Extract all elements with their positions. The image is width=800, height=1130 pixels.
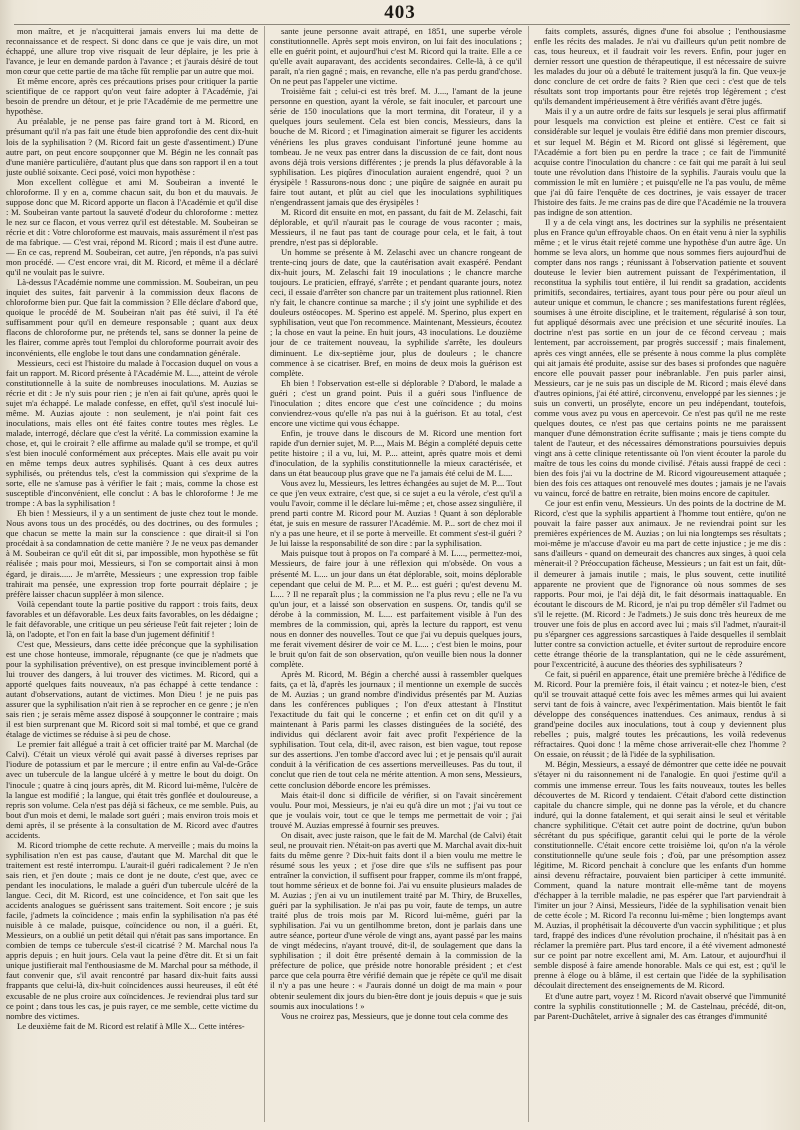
paragraph: sante jeune personne avait attrapé, en 1851, une superbe vérole constitutionnelle. Après sept mois environ, on lui fait des inoculations ; elle en guérit point, et aujourd'hui c'est M. Ricord qui la traite. Elle a ce qu'elle avait auparavant, des accidents secondaires. Celle-là, à ce qu'il paraît, n'a rien gagné ; mais, en revanche, elle n'a pas perdu grand'chose. On ne peut pas l'appeler une victime.: [270, 26, 522, 87]
paragraph: mon maître, et je n'acquitterai jamais envers lui ma dette de reconnaissance et de respect. Si donc dans ce que je vais dire, un mot échappé, une allure trop vive risquait de leur déplaire, je les prie à l'avance, je leur en demande pardon à l'avance ; et j'aurais désiré de tout mon cœur que cette partie de ma tâche fût remplie par un autre que moi.: [6, 26, 258, 77]
paragraph: Eh bien ! l'observation est-elle si déplorable ? D'abord, le malade a guéri ; c'est un grand point. Puis il a guéri sous l'influence de l'inoculation ; dites encore que c'est une coïncidence ; du moins conviendrez-vous qu'elle n'a pas nui à la guérison. Et au total, c'est encore une victime qui vous échappe.: [270, 377, 522, 428]
paragraph: Ce fait, si puéril en apparence, était une première brèche à l'édifice de M. Ricord. Pour la première fois, il était vaincu ; et notez-le bien, c'est qu'il se trouvait attaqué cette fois avec les mêmes armes qui lui avaient servi tant de fois à vaincre, avec l'expérimentation. Mais bientôt le fait développe des conséquences inattendues. Ces animaux, rendus à si grand'peine dociles aux inoculations, tout à coup y deviennent plus rebelles ; puis, malgré toutes les précautions, les voilà redevenus réfractaires. Quoi donc ! la même chose arriverait-elle chez l'homme ? On essaie, on réussit ; de là l'idée de la syphilisation.: [534, 669, 786, 760]
column-divider: [264, 26, 265, 1122]
column-middle: [270, 26, 522, 1124]
paragraph: Troisième fait ; celui-ci est très bref. M. J...., l'amant de la jeune personne en question, ayant la vérole, se fait inoculer, et parcourt une série de 150 inoculations que la mort termina, dit l'orateur, il y a quelques jours seulement. Cela est bien concis, Messieurs, dans la bouche de M. Ricord ; et l'imagination aimerait se figurer les accidents vénériens les plus graves conduisant l'infortuné jeune homme au tombeau. Je ne veux pas entrer dans la discussion de ce fait, dont nous avons déjà trois versions différentes ; je prends la plus défavorable à la syphilisation. Les piqûres d'inoculation auraient engendré, quoi ? un érysipèle ! Rassurons-nous donc ; une piqûre de saignée en aurait pu faire tout autant, et plût au ciel que les inoculations syphilitiques n'engendrassent jamais que des érysipèles !: [270, 86, 522, 207]
paragraph: Mais était-il donc si difficile de vérifier, si on l'avait sincèrement voulu. Pour moi, Messieurs, je n'ai eu qu'à dire un mot ; j'ai vu tout ce que je voulais voir, tout ce que le temps me permettait de voir ; j'ai trouvé M. Auzias empressé à fournir ses preuves.: [270, 789, 522, 830]
paragraph: Le premier fait allégué a trait à cet officier traité par M. Marchal (de Calvi). C'était un vieux vérolé qui avait passé à diverses reprises par l'iodure de potassium et par le mercure ; il entre enfin au Val-de-Grâce avec un tubercule de la langue ulcéré à y mettre le bout du doigt. On l'inocule ; quatre à cinq jours après, dit M. Ricord lui-même, l'ulcère de la langue est modifié ; la langue, qui était très gonflée et douloureuse, a repris son volume. Cela n'est pas déjà si fâcheux, ce me semble. Puis, au bout d'un mois et demi, le malade sort guéri ; mais environ trois mois et demi après, il se présente à la consultation de M. Ricord avec d'autres accidents.: [6, 739, 258, 840]
paragraph: M. Ricord triomphe de cette rechute. A merveille ; mais du moins la syphilisation n'en est pas cause, d'autant que M. Marchal dit que le traitement est resté interrompu. L'aurait-il guéri radicalement ? Je n'en sais rien, et j'en doute ; mais ce dont je ne doute, c'est que, avec ce pendant les inoculations, le malade a guéri d'un tubercule ulcéré de la langue. Ceci, dit M. Ricord, est une coïncidence, et l'on sait que les accidents analogues se guérissent sans traitement. Soit encore ; je suis facile, j'admets la coïncidence ; mais enfin la syphilisation n'a pas été nuisible à ce malade, puisque, coïncidence ou non, il a guéri. Et, Messieurs, on a oublié un petit détail qui n'était pas sans importance. En combien de temps ce tubercule s'est-il cicatrisé ? M. Marchal nous l'a appris depuis ; en huit jours. Cela vaut la peine d'être dit. Et si un fait unique justifierait mal l'enthousiasme de M. Marchal pour sa méthode, il faut convenir que, s'il avait rencontré par hasard dix-huit faits aussi frappants que celui-là, dix-huit coïncidences aussi heureuses, il eût été excusable de ne plus croire aux coïncidences. Je reviendrai plus tard sur ce point ; dans tous les cas, je puis rayer, ce me semble, cette victime du nombre des victimes.: [6, 839, 258, 1021]
paragraph: Messieurs, ceci est l'histoire du malade à l'occasion duquel on vous a fait un rapport. M. Ricord présente à l'Académie M. L..., atteint de vérole constitutionnelle à la suite de nombreuses inoculations. M. Auzias se récrie et dit : Je n'y suis pour rien ; je n'en ai fait qu'une, après quoi le sujet m'a échappé. Le malade confesse, en effet, qu'il s'est inoculé lui-même. M. Auzias ajoute : non seulement, je n'ai point fait ces inoculations, mais elles ont été faites contre toutes mes règles. Le malade, interrogé, déclare que c'est la vérité. La commission examine la chose, et, qui le croirait ? elle affirme au malade qu'il se trompe, et qu'il s'est bien inoculé conformément aux préceptes. Mais elle avait pu voir en même temps deux autres syphilisés. Quant à ces deux autres syphilisés, ou prétendus tels, c'est la commission qui s'exprime de la sorte, elle ne s'amuse pas à vérifier le fait ; mais, comme la chose est susceptible d'inconvénient, elle conclut : A bas le chloroforme ! Je me trompe : A bas la syphilisation !: [6, 357, 258, 509]
paragraph: Enfin, je trouve dans le discours de M. Ricord une mention fort rapide d'un dernier sujet, M. P...., Mais M. Bégin a complété depuis cette petite histoire ; il a vu, lui, M. P.... atteint, après quatre mois et demi d'inoculation, de la syphilis constitutionnelle la mieux caractérisée, et dans un état beaucoup plus grave que ne l'a jamais été celui de M. L....: [270, 427, 522, 479]
paragraph: On disait, avec juste raison, que le fait de M. Marchal (de Calvi) était seul, ne prouvait rien. N'était-on pas averti que M. Marchal avait dix-huit faits du même genre ? Dix-huit faits dont il a bien voulu me mettre le résumé sous les yeux ; et j'ose dire que s'ils ne suffisent pas pour entraîner la conviction, il suffisent pour frapper, comme ils m'ont frappé, tout homme sérieux et de bonne foi. J'ai vu ensuite plusieurs malades de M. Auzias ; j'en ai vu un inutilement traité par M. Thiry, de Bruxelles, guéri par la syphilisation. Je n'ai pas pu voir, faute de temps, un autre traité plus de trois mois par M. Ricord lui-même, guéri par la syphilisation. J'ai vu un gentilhomme breton, dont je parlais dans une autre séance, porteur d'une vérole de vingt ans, ayant passé par les mains de vingt médecins, n'ayant trouvé, dit-il, de soulagement que dans la syphilisation ; il doit être présenté demain à la commission de la préfecture de police, que préside notre honorable président ; et c'est parce que cela pourra être vérifié demain que je répète ce qu'il me disait il n'y a pas une heure : « J'aurais donné un doigt de ma main « pour obtenir seulement dix jours du bien-être dont je jouis depuis « que je suis soumis aux inoculations ! »: [270, 829, 522, 1011]
paragraph: Mon excellent collègue et ami M. Soubeiran a inventé le chloroforme. Il y en a, comme chacun sait, du bon et du mauvais. Je suppose donc que M. Ricord apporte un flacon à l'Académie et qu'il dise : M. Soubeiran vante partout la sauveté d'odeur du chloroforme : mettez le nez sur ce flacon, et vous verrez qu'il est détestable. M. Soubeiran se récrie et dit : Votre chloroforme est mauvais, mais assurément il n'est pas de ma fabrique. — C'est vrai, répond M. Ricord ; mais il est d'une autre. — En ce cas, reprend M. Soubeiran, cet autre, j'en réponds, n'a pas suivi mon procédé. — C'est encore vrai, dit M. Ricord, et même il a déclaré qu'il ne voulait pas le suivre.: [6, 176, 258, 278]
paragraph: M. Bégin, Messieurs, a essayé de démontrer que cette idée ne pouvait s'étayer ni du raisonnement ni de l'analogie. En quoi j'estime qu'il a commis une immense erreur. Tous les faits nouveaux, toutes les belles découvertes de M. Ricord y tendaient. C'était d'abord cette distinction capitale du chancre simple, qui ne donne pas la vérole, et du chancre induré, qui la donne fatalement, et qui serait ainsi le seul et véritable chancre syphilitique. C'était cet autre point de doctrine, qu'un bubon sécrétant du pus spécifique, garantit celui qui le porte de la vérole constitutionnelle. C'était encore cette troisième loi, qu'on n'a la vérole constitutionnelle qu'une seule fois ; d'où, par une présomption assez légitime, M. Ricord penchait à conclure que les enfants d'un homme ainsi devenu réfractaire, pouvaient bien participer à cette immunité. Comment, quand la nature montrait elle-même tant de moyens d'échapper à la terrible maladie, ne pas espérer que l'art parviendrait à l'imiter un jour ? Ainsi, Messieurs, l'idée de la syphilisation venait bien de cette école ; M. Ricord l'a reconnu lui-même ; bien longtemps avant M. Auzias, il prophétisait la découverte d'un vaccin syphilitique ; et plus tard, frappé des indices d'une révolution prochaine, il n'hésitait pas à en réclamer la première part. Plus tard encore, il a été vivement admonesté sur ce point par notre excellent ami, M. Am. Latour, et aujourd'hui il semble disposé à faire amende honorable. Mals ce qui est, est ; qu'il le prenne à éloge ou à blâme, il est certain que l'idée de la syphilisation découlait directement des enseignements de M. Ricord.: [534, 759, 786, 991]
paragraph: M. Ricord dit ensuite en mot, en passant, du fait de M. Zelaschi, fait déplorable, et qu'il n'aurait pas le courage de vous raconter ; mais, Messieurs, il ne faut pas tant de courage pour cela, et le fait, à tout prendre, n'est pas si déplorable.: [270, 206, 522, 247]
paragraph: Au préalable, je ne pense pas faire grand tort à M. Ricord, en présumant qu'il n'a pas fait une étude bien approfondie des cent dix-huit lois de la syphilisation ? (M. Ricord fait un geste d'assentiment.) D'une autre part, on peut encore soupçonner que M. Bégin ne les connaît pas d'une manière particulière, d'autant plus que dans son rapport il en a tout juste oublié soixante. Ceci posé, voici mon hypothèse :: [6, 116, 258, 177]
paragraph: C'est que, Messieurs, dans cette idée préconçue que la syphilisation est une chose honteuse, immorale, répugnante (ce que je n'admets que pour la syphilisation préventive), on est presque invinciblement porté à lui trouver des dangers, à lui trouver des victimes. M. Ricord, qui a apporté quelques faits nouveaux, n'a pas échappé à cette tendance : autant d'observations, autant de victimes. Mon Dieu ! je ne puis pas assurer que la syphilisation n'ait rien à se reprocher en ce genre ; je n'en sais rien ; je serais même assez disposé à soupçonner le contraire ; mais il est bien surprenant que M. Ricord soit si mal tombé, et que ce grand étalage de victimes se réduise à si peu de chose.: [6, 638, 258, 740]
paragraph: Et même encore, après ces précautions prises pour critiquer la partie scientifique de ce rapport qu'on veut faire adopter à l'Académie, j'ai besoin de prendre un détour, et je prie l'Académie de me permettre une hypothèse.: [6, 76, 258, 117]
column-left: [6, 26, 258, 1124]
paragraph: Vous avez lu, Messieurs, les lettres échangées au sujet de M. P.... Tout ce que j'en veux extraire, c'est que, si ce sujet a eu la vérole, c'est qu'il a voulu l'avoir, comme il le déclare lui-même ; et, chose assez singulière, il prend parti contre M. Ricord pour M. Auzias ! Quant à son déplorable état, je suis en mesure de rassurer l'Académie. M. P... sort de chez moi il n'y a pas une heure, et il se porte à merveille. Et comment s'est-il guéri ? Je lui laisse la responsabilité de son dire : par la syphilisation.: [270, 478, 522, 549]
paragraph: Il y a de cela vingt ans, les doctrines sur la syphilis ne présentaient plus en France qu'un effroyable chaos. On en était venu à nier la syphilis même ; et le virus était rejeté comme une hypothèse d'un autre âge. Un homme se leva alors, un homme que nous sommes fiers aujourd'hui de compter dans nos rangs ; réunissant à l'observation patiente et souvent douteuse le levier bien autrement puissant de l'expérimentation, il reconstitua la syphilis tout entière, il lui rendit sa gradation, accidents primitifs, secondaires, tertiaires, ayant tous pour père ou pour aïeul un auteur unique et commun, le chancre ; ses manifestations furent réglées, soumises à une étroite discipline, et le traitement, régularisé à son tour, fut appliqué désormais avec une précision et une sécurité inouïes. La doctrine n'est pas sortie en un jour de ce fécond cerveau ; mais lentement, par accroissement, par progrès successif ; mais finalement, après ces vingt années, elle se présente à nous comme la plus complète qui ait jamais été produite, assise sur des bases si profondes que naguère encore elle pouvait passer pour inébranlable. J'en puis parler ainsi, Messieurs, car je ne suis pas un disciple de M. Ricord ; mais élevé dans d'autres opinions, j'ai été attiré, circonvenu, enveloppé par les siennes ; je suis un converti, un prosélyte, encore un peu indépendant, toutefois, comme vous avez pu vous en apercevoir. Ce n'est pas qu'il ne me reste quelques doutes, ce n'est pas que certains points ne me paraissent manquer d'une démonstration écrite suffisante ; mais je tiens compte du talent de l'auteur, et des nécessaires démonstrations poursuivies depuis vingt ans à cette clinique retentissante où l'on vient écouter la parole du maître de tous les coins du monde civilisé. J'étais aussi frappé de ceci : bien des fois j'ai vu la doctrine de M. Ricord vigoureusement attaquée ; bien des fois ces attaques ont renouvelé mes doutes ; jamais je ne l'avais vu vaincu, forcé de battre en retraite, bien moins encore de capituler.: [534, 216, 786, 499]
column-right: [534, 26, 786, 1124]
paragraph: Eh bien ! Messieurs, il y a un sentiment de juste chez tout le monde. Nous avons tous un des procédés, ou des doctrines, ou des formules ; que chacun se mette la main sur la conscience : que dirait-il si l'on procédait à sa condamnation de cette manière ? Je ne veux pas demander à M. Soubeiran ce qu'il eût dit si, par impossible, mon hypothèse se fût réalisée ; mais pour moi, Messieurs, si l'on se comportait ainsi à mon égard, je dirais...... Je m'arrête, Messieurs ; une expression trop faible trahirait ma pensée, une expression trop forte pourrait déplaire ; je préfère laisser chacun suppléer à mon silence.: [6, 508, 258, 599]
paragraph: Là-dessus l'Académie nomme une commission. M. Soubeiran, un peu inquiet des suites, fait parvenir à la commission deux flacons de chloroforme bien pur. Que fait la commission ? Elle déclare d'abord que, quoique le procédé de M. Soubeiran n'ait pas été suivi, il l'a été suffisamment pour qu'il en demeure responsable ; quant aux deux flacons de chloroforme pur, ne prétends tel, sans se donner la peine de les flairer, comme après tout l'emploi du chloroforme pourrait avoir des inconvénients, elle englobe le tout dans une condamnation générale.: [6, 277, 258, 358]
paragraph: Un homme se présente à M. Zelaschi avec un chancre rongeant de trente-cinq jours de date, que la cautérisation avait exaspéré. Pendant dix-huit jours, M. Zelaschi fait 19 inoculations ; le chancre marche toujours. Le praticien, effrayé, s'arrête ; et pendant quarante jours, notez ceci, il essaie d'arrêter son chancre par un traitement plus rationnel. Rien n'y fait, le chancre continue sa marche ; il s'y joint une syphilide et des douleurs ostéocopes. M. Sperino est appelé. M. Sperino, plus expert en syphilisation, veut que l'on recommence. Maintenant, Messieurs, écoutez ; la chose en vaut la peine. En huit jours, 43 inoculations. Le douzième jour de ce traitement nouveau, la syphilide s'arrête, les douleurs diminuent. Le dix-septième jour, plus de douleurs ; le chancre commence à se cicatriser. Bref, en moins de deux mois la guérison est complète.: [270, 247, 522, 378]
column-divider: [528, 26, 529, 1122]
paragraph: Après M. Ricord, M. Bégin a cherché aussi à rassembler quelques faits, ça et là, d'après les journaux ; il mentionne un exemple de succès de M. Auzias ; un grand nombre d'individus présentés par M. Auzias dans les conférences publiques ; l'on d'eux attestant à l'Institut l'exactitude du fait qui le concerne ; et enfin cet on dit qu'il y a maintenant à Paris parmi les classes distinguées de la société, des individus qui déclarent avoir fait avec profit l'expérience de la syphilisation. Tout cela, dit-il, avec raison, est bien vague, tout repose sur des assertions. J'en tombe d'accord avec lui ; et je pensais qu'il aurait conduit à la vérification de ces assertions merveilleuses. Pas du tout, il conclut que rien de tout cela ne mérite attention. A mon sens, Messieurs, cette conclusion déborde encore les prémisses.: [270, 669, 522, 790]
page-number: 403: [384, 2, 416, 23]
paragraph: Et d'une autre part, voyez ! M. Ricord n'avait observé que l'immunité contre la syphilis constitutionnelle ; M. de Castelnau, précédé, dit-on, par Parent-Duchâtelet, arrive à signaler des cas étranges d'immunité: [534, 990, 786, 1021]
paragraph: Vous ne croirez pas, Messieurs, que je donne tout cela comme des: [281, 1010, 508, 1021]
paragraph: Ce jour est enfin venu, Messieurs. Un des points de la doctrine de M. Ricord, c'est que la syphilis appartient à l'homme tout entière, qu'on ne pouvait la faire passer aux animaux. Je ne reviendrai point sur les premières expériences de M. Auzias ; on lui nia longtemps ses résultats ; moi-même je m'accuse d'avoir eu ma part de cette injustice ; je me dis : sans d'ailleurs - quand on demeurait des chancres aux singes, à quoi cela mènerait-il ? Préoccupation fâcheuse, Messieurs ; un fait est un fait, dût-il demeurer à jamais inutile ; mais, le plus souvent, cette inutilité apparente ne provient que de l'ignorance où nous sommes de ses rapports. Pour moi, je l'ai déjà dit, le fait désormais inattaquable. En écoutant le discours de M. Ricord, je n'ai pu trop démêler s'il l'admet ou s'il le rejette. (M. Ricord : Je l'admets.) Je suis donc très heureux de me trouver une fois de plus en accord avec lui ; mais s'il l'admet, n'aurait-il pu s'épargner ces aggressions sarcastiques à l'aide desquelles il semblait lutter contre sa conviction actuelle, et éviter surtout de reproduire encore cette étrange théorie de la transplantation, qui ne le cède assurément, pour l'excentricité, à aucune des théories des syphilisateurs ?: [534, 498, 786, 669]
paragraph: Le deuxième fait de M. Ricord est relatif à Mlle X... Cette intéres-: [17, 1020, 245, 1031]
paragraph: Mais puisque tout à propos on l'a comparé à M. L...., permettez-moi, Messieurs, de faire jour à une réflexion qui m'obsède. On vous a présenté M. L.... un jour dans un état déplorable, soit, moins déplorable cependant que celui de M. P.... et M. P.... est guéri ; qu'est devenu M. L.... ? Il ne reparaît plus ; la commission ne l'a plus revu ; elle ne l'a vu qu'un jour, et a laissé son observation en suspens. Or, tandis qu'il se dérobe à la commission, M. L.... est parfaitement visible à l'un des membres de la commission, qui, après la lecture du rapport, est venu nous en donner des nouvelles. Tout ce que j'ai vu depuis quelques jours, me ferait vivement désirer de voir ce M. L.... ; c'est bien le moins, pour le bruit qu'on fait de son observation, qu'on veuille bien nous la donner complète.: [270, 548, 522, 669]
paragraph: faits complets, assurés, dignes d'une foi absolue ; l'enthousiasme enfle les récits des malades. Je n'ai vu d'ailleurs qu'un petit nombre de cas, tous heureux, et il faudrait voir les revers. Enfin, pour juger en dernier ressort une question de thérapeutique, il est nécessaire de suivre les malades du jour où a débuté le traitement jusqu'à la fin. Que veux-je donc conclure de cet ordre de faits ? Rien que ceci : c'est que de tels résultats sont trop importants pour être rejetés trop légèrement ; c'est qu'ils demandent impérieusement à être vérifiés avant d'être jugés.: [534, 26, 786, 107]
paragraph: Mais il y a un autre ordre de faits sur lesquels je serai plus affirmatif pour lesquels ma conviction est pleine et entière. C'est ce fait si considérable sur lequel je voulais être édifié dans mon premier discours, et sur lequel M. Bégin et M. Ricord ont glissé si légèrement, que l'Académie a fort bien pu en perdre la trace ; ce fait de l'immunité acquise contre l'inoculation du chancre : ce fait qui me paraît à lui seul toute une révolution dans l'histoire de la syphilis. J'aurais voulu que la commission le mît en lumière ; et puisqu'elle ne l'a pas voulu, de même que j'ai dû faire l'enquête de ces doctrines, je vais essayer de tracer l'histoire des faits. Je me crains pas de dire que l'Académie ne la trouvera pas indigne de son attention.: [534, 106, 786, 217]
header-rule: [14, 24, 790, 25]
paragraph: Voilà cependant toute la partie positive du rapport : trois faits, deux favorables et un défavorable. Les deux faits favorables, on les dédaigne ; le fait défavorable, une critique un peu sérieuse l'eût fait rejeter ; loin de là, on l'adopte, et l'on en fait la base d'un jugement définitif !: [6, 598, 258, 639]
